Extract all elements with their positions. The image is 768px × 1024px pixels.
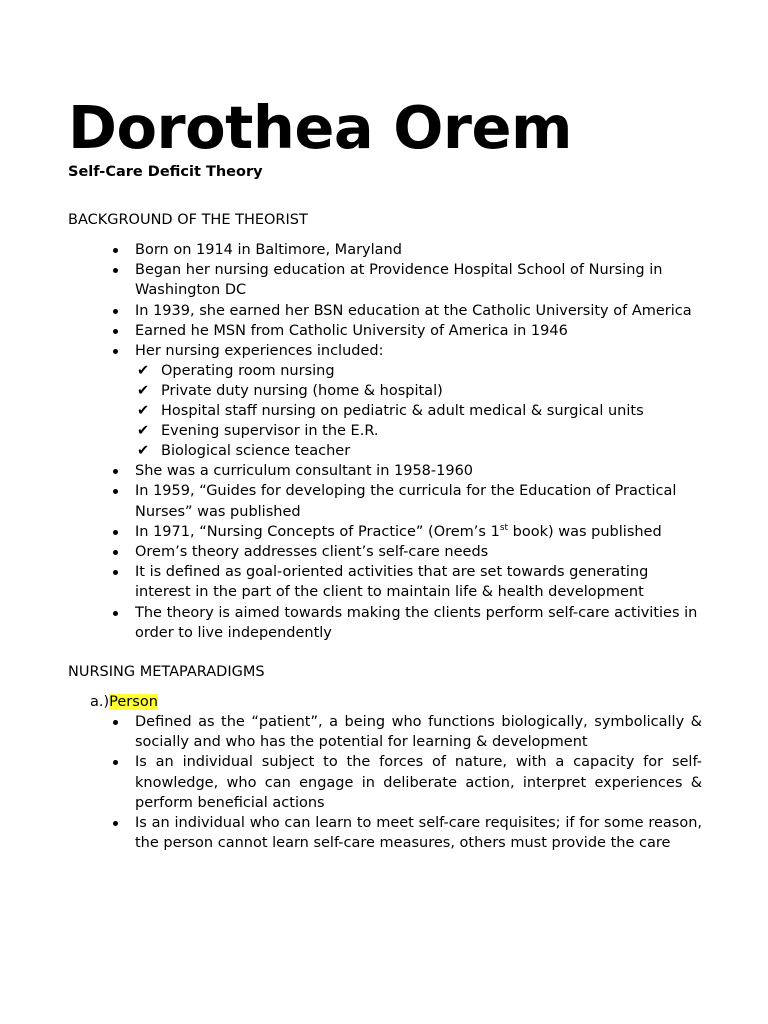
experience-item: ✔ Biological science teacher (137, 443, 351, 460)
bullet-dot-icon (113, 489, 118, 494)
bullet-dot-icon (113, 550, 118, 555)
experience-item: ✔ Evening supervisor in the E.R. (137, 423, 379, 440)
list-item: Is an individual subject to the forces of nature, with a capacity for self-knowledge, who can engage in deliberate action, interpret experiences & perform beneficial actions (68, 752, 702, 813)
list-item: Began her nursing education at Providence Hospital School of Nursing in Washington DC (68, 260, 702, 300)
bullet-dot-icon (113, 821, 118, 826)
check-mark-icon: ✔ (137, 383, 150, 400)
document-page (68, 92, 702, 853)
background-list (68, 240, 702, 643)
bullet-dot-icon (113, 309, 118, 314)
list-item: The theory is aimed towards making the clients perform self-care activities in order to live independently (68, 603, 702, 643)
list-item: In 1959, “Guides for developing the curricula for the Education of Practical Nurses” was published (68, 481, 702, 521)
bullet-dot-icon (113, 248, 118, 253)
subsection-marker: a.) (90, 694, 110, 711)
bullet-dot-icon (113, 611, 118, 616)
bullet-dot-icon (113, 349, 118, 354)
section-heading-metaparadigms: NURSING METAPARADIGMS (68, 664, 265, 681)
bullet-dot-icon (113, 760, 118, 765)
page-title: Dorothea Orem (68, 93, 572, 162)
bullet-dot-icon (113, 530, 118, 535)
list-item: Defined as the “patient”, a being who functions biologically, symbolically & socially and who has the potential for learning & development (68, 712, 702, 752)
experience-item: ✔ Operating room nursing (137, 363, 335, 380)
list-item: She was a curriculum consultant in 1958-1960 (68, 461, 702, 481)
list-item: It is defined as goal-oriented activities that are set towards generating interest in the part of the client to maintain life & health development (68, 562, 702, 602)
highlighted-label-person: Person (109, 694, 158, 711)
person-list (68, 712, 702, 853)
list-item: Is an individual who can learn to meet self-care requisites; if for some reason, the person cannot learn self-care measures, others must provide the care (68, 813, 702, 853)
check-mark-icon: ✔ (137, 423, 150, 440)
experience-item: ✔ Private duty nursing (home & hospital) (137, 383, 443, 400)
experience-item: ✔ Hospital staff nursing on pediatric & adult medical & surgical units (137, 403, 644, 420)
check-mark-icon: ✔ (137, 363, 150, 380)
bullet-dot-icon (113, 570, 118, 575)
bullet-dot-icon (113, 329, 118, 334)
list-item: Born on 1914 in Baltimore, Maryland (68, 240, 702, 260)
list-item: Earned he MSN from Catholic University of America in 1946 (68, 321, 702, 341)
experience-list (135, 361, 702, 461)
subsection-person (68, 692, 702, 712)
bullet-dot-icon (113, 469, 118, 474)
page-subtitle: Self-Care Deficit Theory (68, 164, 263, 180)
bullet-dot-icon (113, 268, 118, 273)
list-item: Her nursing experiences included: ✔ Operating room nursing ✔ Private duty nursing (home & hospital) ✔ Hospital staff nursing on pediatric & adult medical & surgical units ✔ Evening supervisor in the E.R. ✔ Biological science teacher (68, 341, 702, 461)
section-heading-background: BACKGROUND OF THE THEORIST (68, 212, 308, 228)
list-item: Orem’s theory addresses client’s self-care needs (68, 542, 702, 562)
list-item: In 1939, she earned her BSN education at the Catholic University of America (68, 301, 702, 321)
ordinal-suffix: st (499, 523, 509, 533)
bullet-dot-icon (113, 720, 118, 725)
check-mark-icon: ✔ (137, 403, 150, 420)
check-mark-icon: ✔ (137, 443, 150, 460)
list-item: In 1971, “Nursing Concepts of Practice” (Orem’s 1st book) was published (68, 522, 702, 542)
